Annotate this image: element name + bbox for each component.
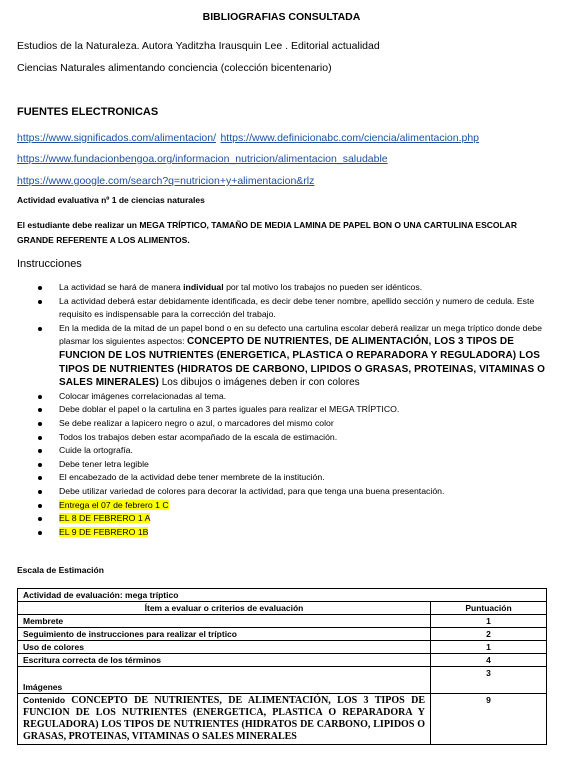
link-significados[interactable]: https://www.significados.com/alimentacion/ (17, 132, 217, 144)
bibliography-entry: Estudios de la Naturaleza. Autora Yaditzha Irausquin Lee . Editorial actualidad (17, 40, 380, 52)
score-cell: 1 (431, 641, 547, 654)
link-row (17, 128, 479, 146)
activity-title: Actividad evaluativa nº 1 de ciencias naturales (17, 195, 205, 205)
table-row (18, 667, 547, 694)
list-item: El encabezado de la actividad debe tener membrete de la institución. (30, 471, 550, 485)
table-row (18, 654, 547, 667)
instructions-list (30, 281, 550, 539)
score-cell: 3 (431, 667, 547, 694)
item-cell: Membrete (18, 615, 431, 628)
highlighted-date-item: Entrega el 07 de febrero 1 C (30, 499, 550, 513)
intro-paragraph: El estudiante debe realizar un MEGA TRÍPTICO, TAMAÑO DE MEDIA LAMINA DE PAPEL BON O UNA CARTULINA ESCOLAR GRANDE REFERENTE A LOS ALIMENTOS. (17, 220, 517, 245)
table-row (18, 628, 547, 641)
score-cell: 2 (431, 628, 547, 641)
content-item-cell: Contenido CONCEPTO DE NUTRIENTES, DE ALIMENTACIÓN, LOS 3 TIPOS DE FUNCION DE LOS NUTRIENTES (ENERGETICA, PLASTICA O REPARADORA Y REGULADORA) LOS TIPOS DE NUTRIENTES (HIDRATOS DE CARBONO, LIPIDOS O GRASAS, PROTEINAS, VITAMINAS O SALES MINERALES (18, 694, 431, 745)
score-cell: 9 (431, 694, 547, 745)
list-item: Colocar imágenes correlacionadas al tema. (30, 390, 550, 404)
item-cell: Imágenes (18, 667, 431, 694)
section-heading-instrucciones: Instrucciones (17, 258, 82, 270)
highlighted-date-item: EL 9 DE FEBRERO 1B (30, 526, 550, 540)
list-item: Debe utilizar variedad de colores para decorar la actividad, para que tenga una buena presentación. (30, 485, 550, 499)
list-item: Cuide la ortografía. (30, 444, 550, 458)
link-fundacionbengoa[interactable]: https://www.fundacionbengoa.org/informacion_nutricion/alimentacion_saludable (17, 153, 388, 165)
table-row (18, 694, 547, 745)
link-google-search[interactable]: https://www.google.com/search?q=nutricion+y+alimentacion&rlz (17, 175, 315, 187)
item-cell: Uso de colores (18, 641, 431, 654)
link-definicionabc[interactable]: https://www.definicionabc.com/ciencia/alimentacion.php (220, 132, 480, 144)
list-item: En la medida de la mitad de un papel bond o en su defecto una cartulina escolar deberá realizar un mega tríptico donde debe plasmar los siguientes aspectos: CONCEPTO DE NUTRIENTES, DE ALIMENTACIÓN, LOS 3 TIPOS DE FUNCION DE LOS NUTRIENTES (ENERGETICA, PLASTICA O REPARADORA Y REGULADORA) LOS TIPOS DE NUTRIENTES (HIDRATOS DE CARBONO, LIPIDOS O GRASAS, PROTEINAS, VITAMINAS O SALES MINERALES) Los dibujos o imágenes deben ir con colores (30, 322, 550, 390)
list-item: La actividad se hará de manera individual por tal motivo los trabajos no pueden ser idénticos. (30, 281, 550, 295)
table-row (18, 615, 547, 628)
table-title-cell: Actividad de evaluación: mega tríptico (18, 589, 547, 602)
table-header-row (18, 602, 547, 615)
column-header-item: Ítem a evaluar o criterios de evaluación (18, 602, 431, 615)
item-cell: Escritura correcta de los términos (18, 654, 431, 667)
list-item: Debe doblar el papel o la cartulina en 3 partes iguales para realizar el MEGA TRÍPTICO. (30, 403, 550, 417)
score-cell: 1 (431, 615, 547, 628)
list-item: Debe tener letra legible (30, 458, 550, 472)
list-item: Todos los trabajos deben estar acompañado de la escala de estimación. (30, 431, 550, 445)
bibliography-entry: Ciencias Naturales alimentando conciencia (colección bicentenario) (17, 62, 332, 74)
item-cell: Seguimiento de instrucciones para realizar el tríptico (18, 628, 431, 641)
escala-heading: Escala de Estimación (17, 565, 104, 575)
estimation-table (17, 588, 547, 745)
list-item: Se debe realizar a lapicero negro o azul, o marcadores del mismo color (30, 417, 550, 431)
list-item: La actividad deberá estar debidamente identificada, es decir debe tener nombre, apellido sección y numero de cedula. Este requisito es indispensable para la corrección del trabajo. (30, 295, 550, 322)
page-title: BIBLIOGRAFIAS CONSULTADA (202, 11, 361, 23)
section-heading-fuentes: FUENTES ELECTRONICAS (17, 106, 159, 118)
score-cell: 4 (431, 654, 547, 667)
highlighted-date-item: EL 8 DE FEBRERO 1 A (30, 512, 550, 526)
column-header-score: Puntuación (431, 602, 547, 615)
table-row (18, 641, 547, 654)
table-row (18, 589, 547, 602)
